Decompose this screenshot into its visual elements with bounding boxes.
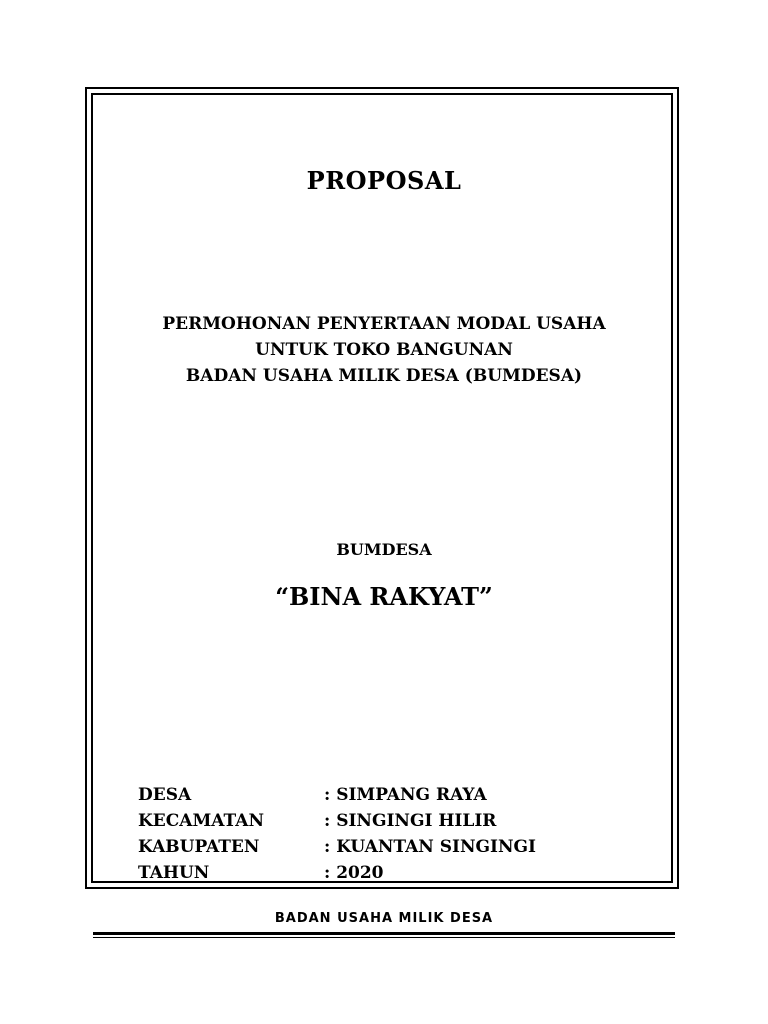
- page-border-inner: [91, 93, 673, 883]
- subtitle-line-3: BADAN USAHA MILIK DESA (BUMDESA): [185, 366, 583, 386]
- info-value: : SIMPANG RAYA: [324, 785, 487, 805]
- info-value: : 2020: [324, 863, 384, 883]
- organization-name: “BINA RAKYAT”: [275, 582, 493, 611]
- info-value: : KUANTAN SINGINGI: [324, 837, 537, 857]
- document-title: PROPOSAL: [306, 166, 462, 195]
- info-key: DESA: [138, 785, 192, 805]
- organization-label: BUMDESA: [336, 540, 432, 559]
- footer-rule-thick: [93, 932, 675, 935]
- info-value: : SINGINGI HILIR: [324, 811, 497, 831]
- info-key: KECAMATAN: [138, 811, 264, 831]
- info-key: TAHUN: [138, 863, 210, 883]
- info-key: KABUPATEN: [138, 837, 260, 857]
- subtitle-line-1: PERMOHONAN PENYERTAAN MODAL USAHA: [162, 314, 606, 334]
- subtitle-line-2: UNTUK TOKO BANGUNAN: [255, 340, 513, 360]
- footer-text: BADAN USAHA MILIK DESA: [274, 911, 494, 926]
- footer-rule-thin: [93, 937, 675, 938]
